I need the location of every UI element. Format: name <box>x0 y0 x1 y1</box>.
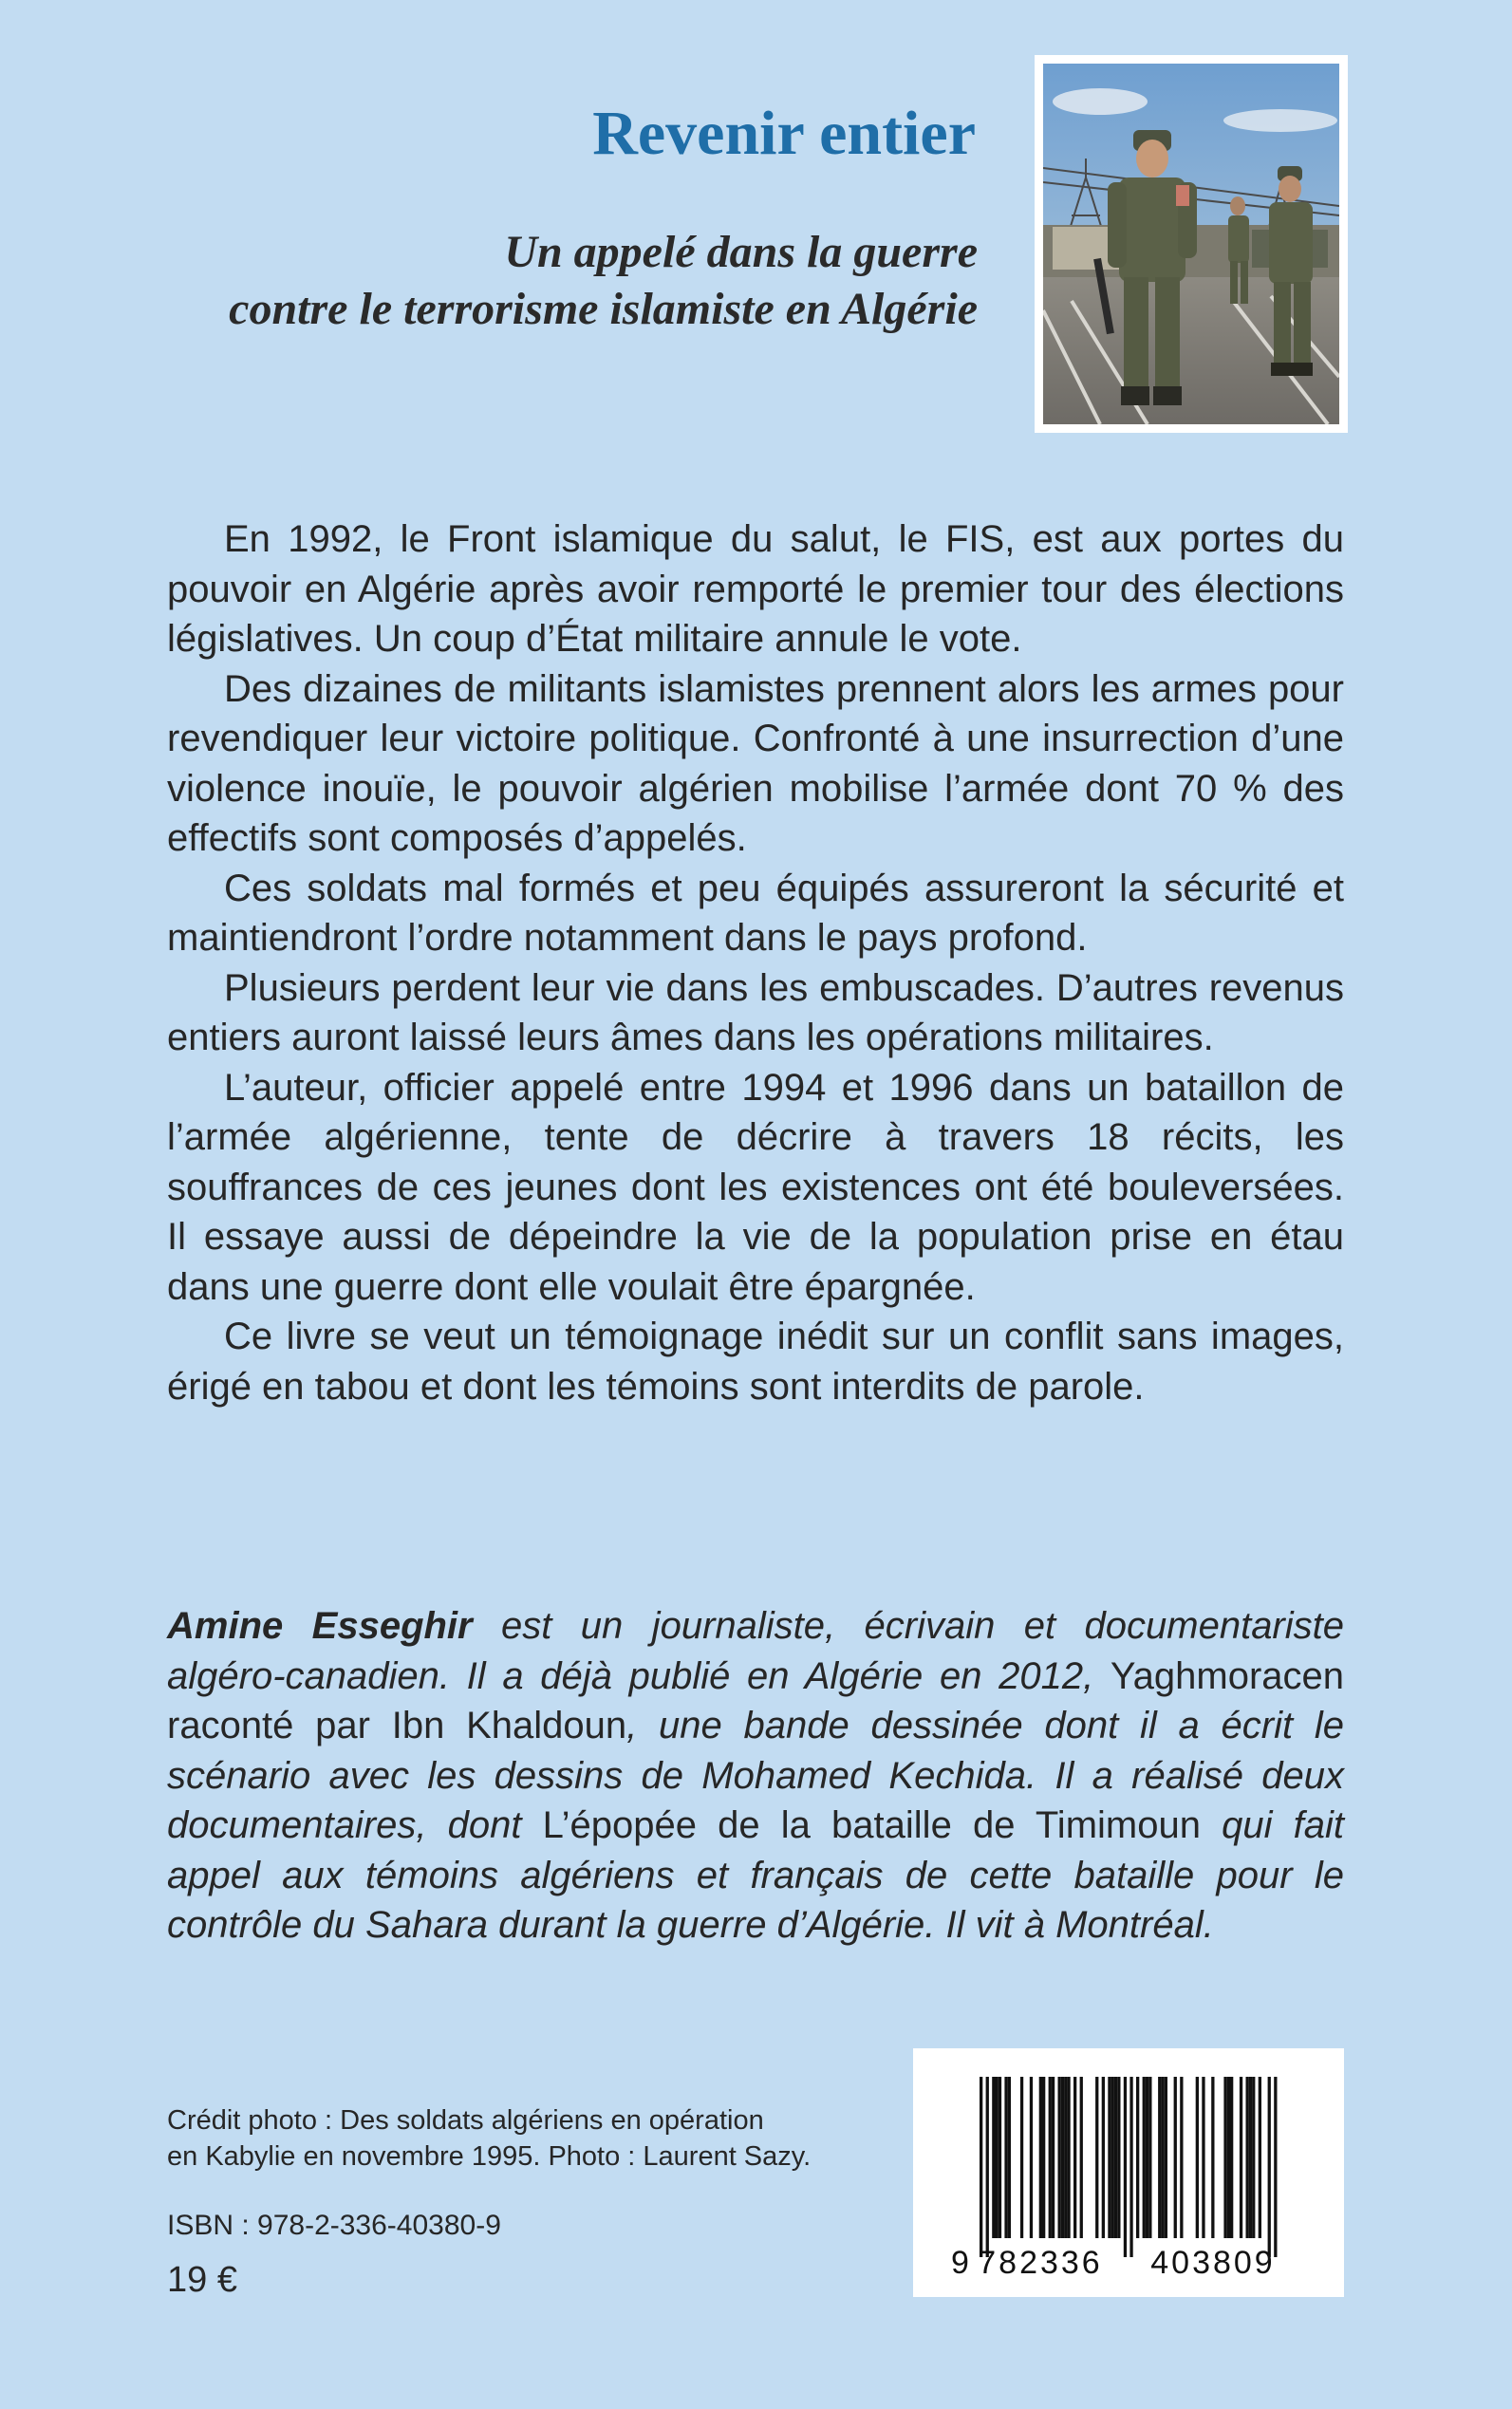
barcode-bar <box>1049 2077 1052 2238</box>
price: 19 € <box>167 2260 237 2300</box>
barcode-bar <box>1061 2077 1064 2238</box>
barcode-bar <box>1020 2077 1023 2238</box>
summary-paragraph: Plusieurs perdent leur vie dans les embuscades. D’autres revenus entiers auront laissé leurs âmes dans les opérations militaires. <box>167 966 1344 1058</box>
photo-credit-line-2: en Kabylie en novembre 1995. Photo : Laurent Sazy. <box>167 2141 812 2172</box>
barcode-bar <box>1052 2077 1055 2238</box>
bio-text-3: qui fait appel aux témoins algériens et français de cette bataille pour le contrôle du Sahara durant la guerre d’Algérie. Il vit à Montréal. <box>167 1804 1344 1946</box>
summary-paragraph: En 1992, le Front islamique du salut, le FIS, est aux portes du pouvoir en Algérie après avoir remporté le premier tour des élections législatives. Un coup d’État militaire annule le vote. <box>167 518 1344 660</box>
barcode-bar <box>1223 2077 1226 2238</box>
barcode-bar <box>1030 2077 1033 2238</box>
barcode-bar <box>1165 2077 1167 2238</box>
barcode-bar <box>986 2077 989 2257</box>
barcode-bar <box>1211 2077 1214 2238</box>
author-name: Amine Esseghir <box>167 1605 473 1647</box>
barcode-bar <box>1064 2077 1067 2238</box>
barcode-bar <box>1180 2077 1183 2238</box>
photo-credit-line-1: Crédit photo : Des soldats algériens en opération <box>167 2105 764 2136</box>
barcode-bar <box>1227 2077 1230 2238</box>
summary-paragraph: Des dizaines de militants islamistes prennent alors les armes pour revendiquer leur victoire politique. Confronté à une insurrection d’une violence inouïe, le pouvoir algérien mobilise l’armée dont 70 % des effectifs sont composés d’appelés. <box>167 667 1344 859</box>
barcode-first-digit: 9 <box>951 2245 969 2281</box>
barcode-bar <box>1008 2077 1011 2238</box>
bio-work-title-1: Yaghmoracen raconté par Ibn Khaldoun <box>167 1654 1344 1746</box>
barcode-bar <box>992 2077 995 2238</box>
cover-photo <box>1035 55 1348 433</box>
bio-work-title-2: L’épopée de la bataille de Timimoun <box>542 1804 1201 1846</box>
isbn-number: ISBN : 978-2-336-40380-9 <box>167 2210 501 2241</box>
barcode-bar <box>1274 2077 1277 2257</box>
barcode-bar <box>1136 2077 1139 2238</box>
barcode-bar <box>1114 2077 1117 2238</box>
barcode-bar <box>980 2077 982 2257</box>
summary-paragraph: L’auteur, officier appelé entre 1994 et 1996 dans un bataillon de l’armée algérienne, tente de décrire à travers 18 récits, les souffrances de ces jeunes dont les existences ont été bouleversées. Il essaye aussi de dépeindre la vie de la population prise en étau dans une guerre dont elle voulait être épargnée. <box>167 1066 1344 1308</box>
barcode-bar <box>999 2077 1001 2238</box>
barcode <box>913 2048 1344 2297</box>
barcode-bar <box>1042 2077 1045 2238</box>
barcode-bar <box>1143 2077 1146 2238</box>
barcode-bar <box>1148 2077 1151 2238</box>
barcode-bar <box>1268 2077 1271 2257</box>
author-bio <box>167 1601 1344 1951</box>
barcode-bar <box>1004 2077 1007 2238</box>
barcode-bar <box>996 2077 999 2238</box>
barcode-bar <box>1252 2077 1255 2238</box>
barcode-bar <box>1249 2077 1252 2238</box>
barcode-bars <box>913 2048 1344 2297</box>
barcode-bar <box>1067 2077 1070 2238</box>
barcode-right-group: 403809 <box>1150 2245 1276 2281</box>
barcode-bar <box>1102 2077 1105 2238</box>
barcode-bar <box>1202 2077 1204 2238</box>
barcode-bar <box>1146 2077 1148 2238</box>
barcode-bar <box>1111 2077 1114 2238</box>
photo-credit <box>167 2102 811 2175</box>
barcode-bar <box>1080 2077 1083 2238</box>
barcode-bar <box>1058 2077 1061 2238</box>
barcode-bar <box>1246 2077 1249 2238</box>
barcode-bar <box>1129 2077 1132 2257</box>
barcode-bar <box>1073 2077 1076 2238</box>
barcode-bar <box>1158 2077 1161 2238</box>
barcode-bar <box>1095 2077 1098 2238</box>
bio-text-1: est un journaliste, écrivain et documentariste algéro-canadien. Il a déjà publié en Algérie en 2012, <box>167 1605 1345 1697</box>
subtitle-line-2: contre le terrorisme islamiste en Algérie <box>229 284 978 334</box>
book-subtitle <box>28 224 978 338</box>
summary-paragraph: Ces soldats mal formés et peu équipés assureront la sécurité et maintiendront l’ordre notamment dans le pays profond. <box>167 867 1344 959</box>
barcode-bar <box>1174 2077 1177 2238</box>
barcode-left-group: 782336 <box>978 2245 1103 2281</box>
barcode-bar <box>1230 2077 1233 2238</box>
summary-paragraph: Ce livre se veut un témoignage inédit sur un conflit sans images, érigé en tabou et dont les témoins sont interdits de parole. <box>167 1316 1344 1408</box>
back-cover-summary <box>167 514 1344 1411</box>
subtitle-line-1: Un appelé dans la guerre <box>504 227 978 277</box>
barcode-bar <box>1124 2077 1127 2257</box>
barcode-bar <box>1117 2077 1120 2238</box>
barcode-bar <box>1039 2077 1042 2238</box>
barcode-bar <box>1196 2077 1199 2238</box>
barcode-bar <box>1259 2077 1261 2238</box>
bio-text-2: , une bande dessinée dont il a écrit le scénario avec les dessins de Mohamed Kechida. Il a réalisé deux documentaires, dont <box>167 1705 1344 1846</box>
soldiers-photo-image <box>1043 64 1339 424</box>
book-title: Revenir entier <box>592 99 976 168</box>
barcode-bar <box>1240 2077 1242 2238</box>
barcode-bar <box>1161 2077 1164 2238</box>
barcode-bar <box>1108 2077 1111 2238</box>
